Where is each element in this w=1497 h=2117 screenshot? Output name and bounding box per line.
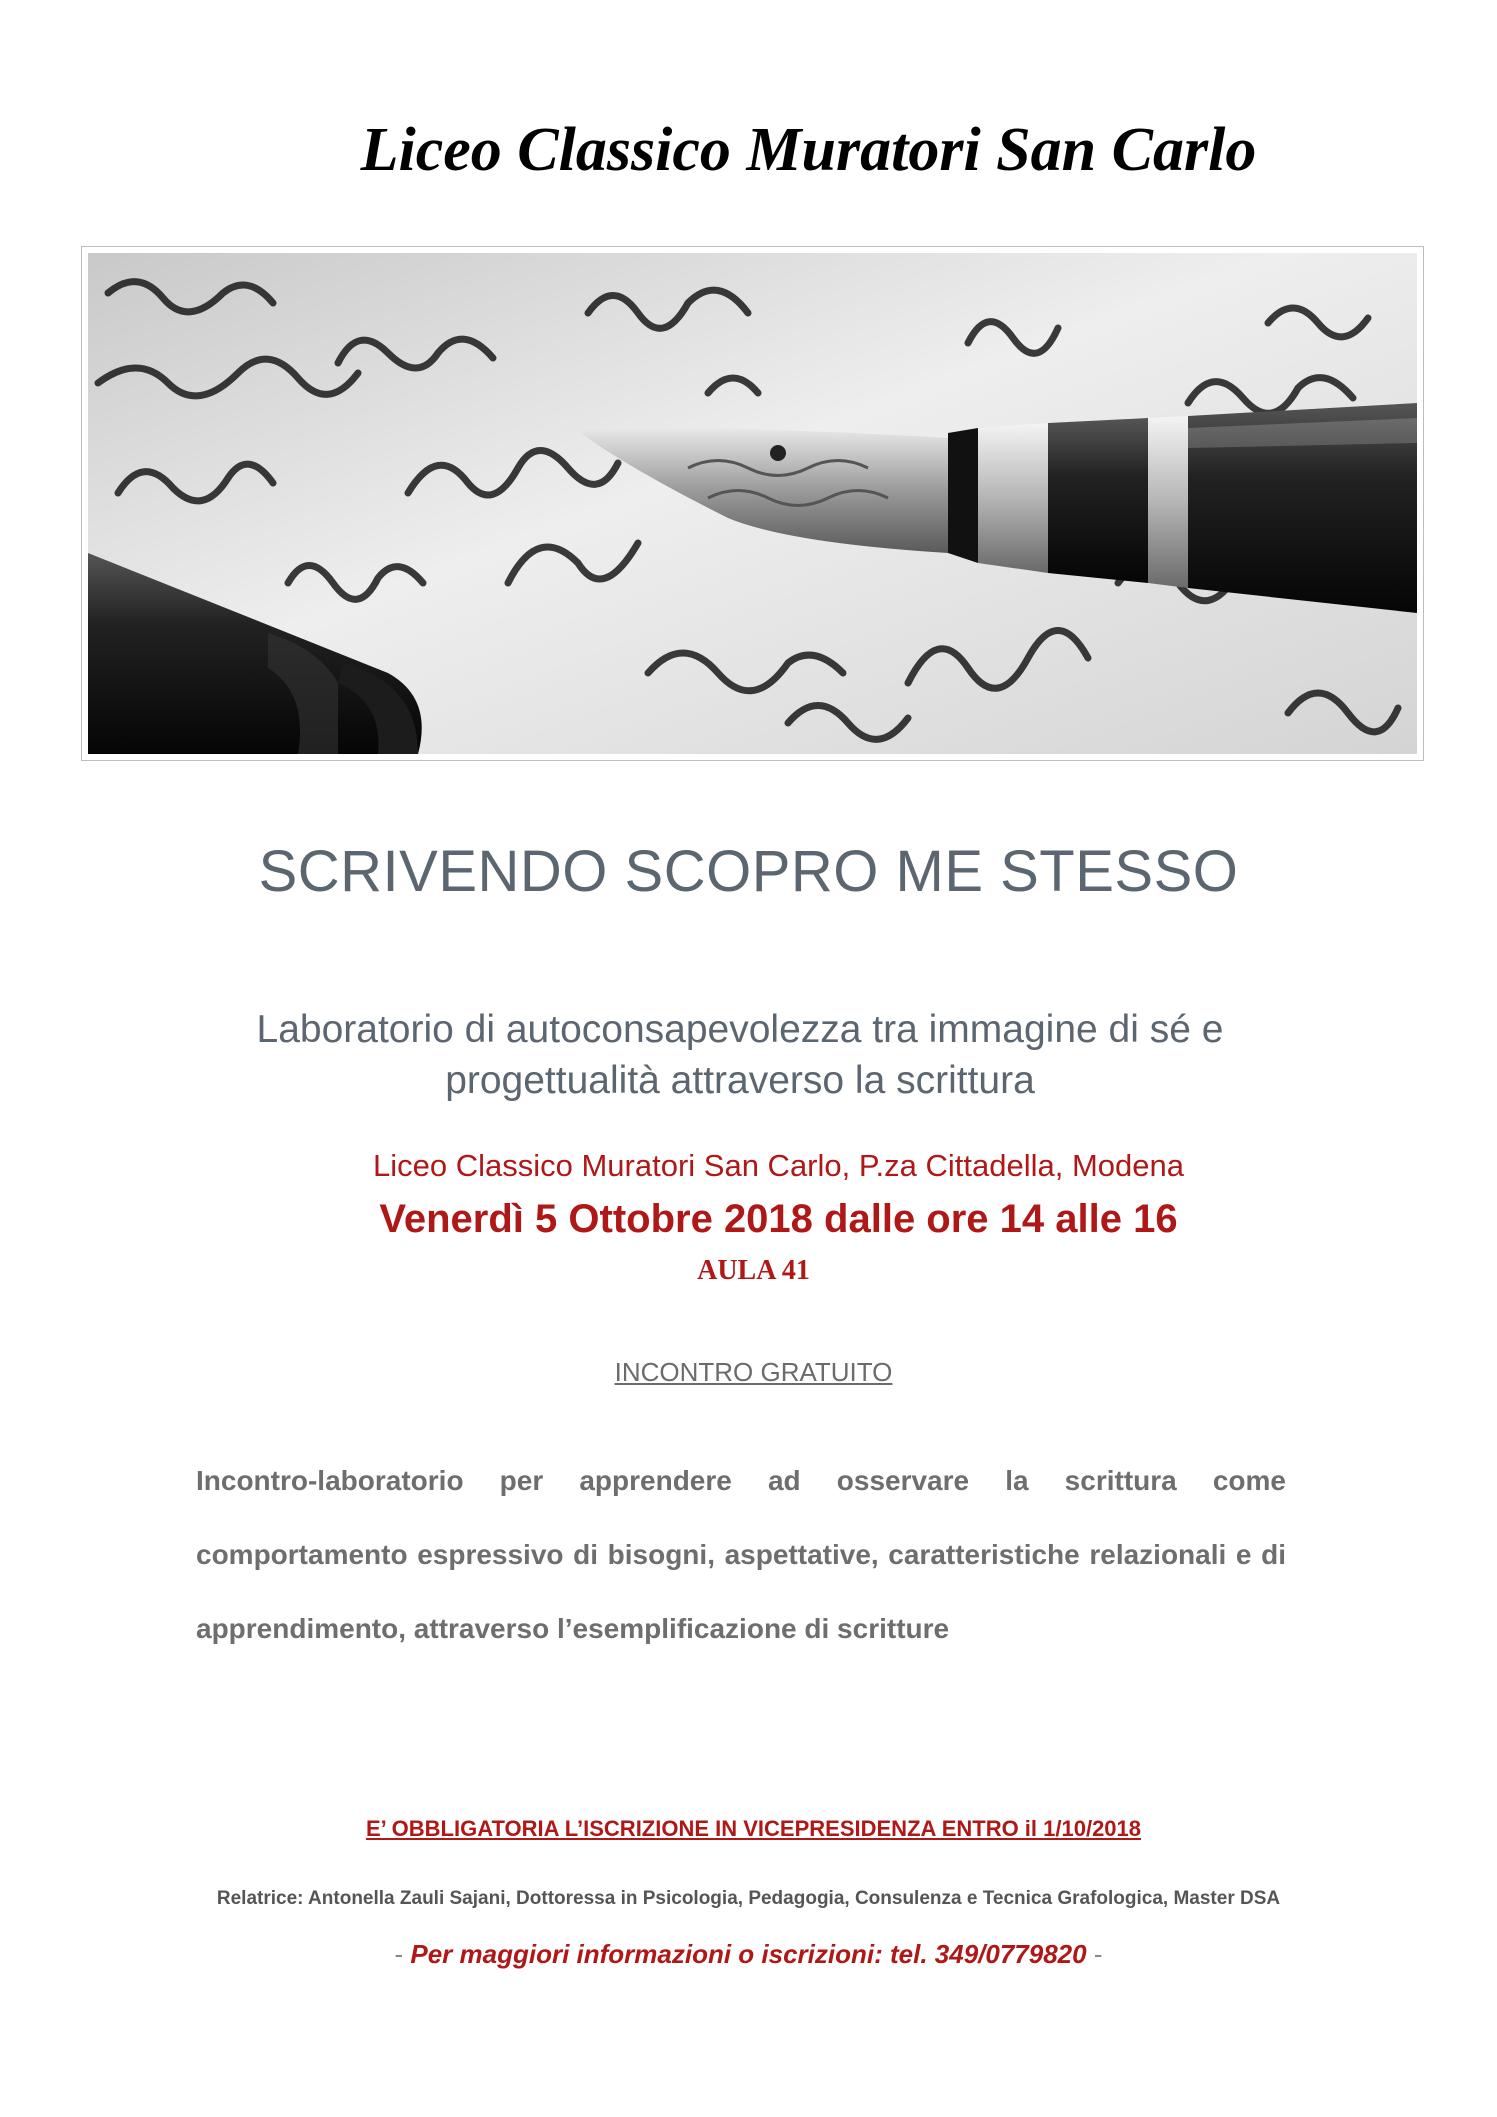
dash-left: -	[394, 1939, 404, 1969]
speaker-info: Relatrice: Antonella Zauli Sajani, Dottoressa in Psicologia, Pedagogia, Consulenza e Tecnica Grafologica, Master DSA	[216, 1888, 1281, 1909]
subtitle-line-2: progettualità attraverso la scrittura	[445, 1059, 1035, 1102]
subtitle-line-1: Laboratorio di autoconsapevolezza tra immagine di sé e	[256, 1008, 1224, 1051]
price-note: INCONTRO GRATUITO	[614, 1357, 893, 1387]
fountain-pen-handwriting-image	[88, 253, 1417, 754]
school-title: Liceo Classico Muratori San Carlo	[360, 116, 1257, 184]
contact-info	[0, 1939, 1497, 1970]
event-room: AULA 41	[697, 1255, 810, 1286]
hero-photo	[81, 246, 1424, 761]
event-title: SCRIVENDO SCOPRO ME STESSO	[258, 839, 1239, 904]
event-description: Incontro-laboratorio per apprendere ad osservare la scrittura come comportamento espressivo di bisogni, aspettative, caratteristiche relazionali e di apprendimento, attraverso l’esemplificazione di scritture	[196, 1465, 1286, 1644]
dash-right: -	[1093, 1939, 1103, 1969]
contact-text: Per maggiori informazioni o iscrizioni: tel. 349/0779820	[410, 1939, 1087, 1969]
event-venue: Liceo Classico Muratori San Carlo, P.za Cittadella, Modena	[373, 1148, 1184, 1183]
registration-notice: E’ OBBLIGATORIA L’ISCRIZIONE IN VICEPRESIDENZA ENTRO il 1/10/2018	[365, 1816, 1142, 1841]
event-date: Venerdì 5 Ottobre 2018 dalle ore 14 alle 16	[379, 1197, 1178, 1241]
event-subtitle	[140, 1004, 1340, 1106]
